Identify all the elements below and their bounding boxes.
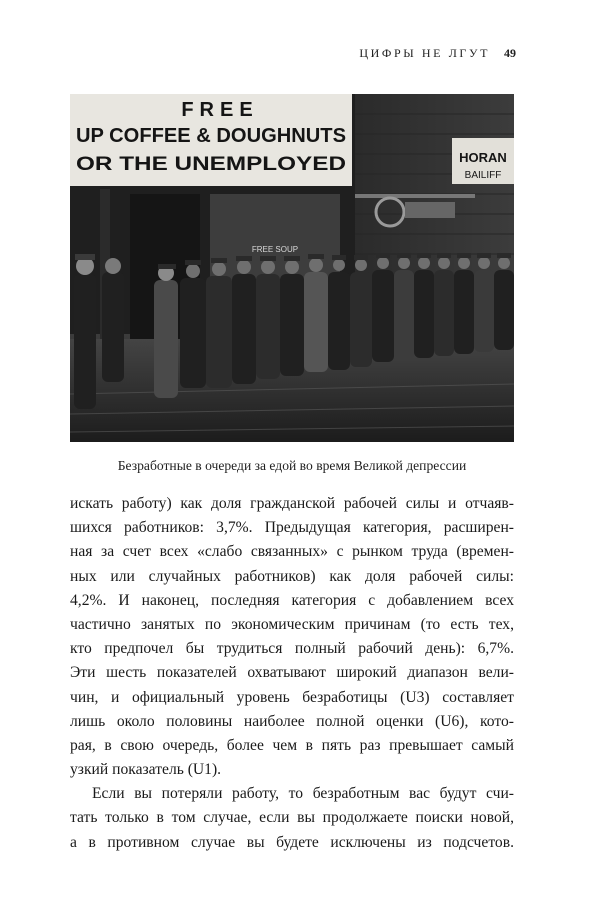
sign-coffee-doughnuts: UP COFFEE & DOUGHNUTS [76, 125, 346, 147]
text-line: чин, и официальный уровень безработицы (U3) составляет [70, 688, 514, 706]
text-line: Если вы потеряли работу, то безработным вас будут счи- [92, 785, 514, 803]
window-free-soup: FREE SOUP [251, 245, 299, 254]
figure-caption: Безработные в очереди за едой во время Великой депрессии [117, 458, 467, 473]
body-text [70, 492, 514, 855]
text-line: ных или случайных работников) как доля рабочей силы: [70, 567, 514, 585]
text-line: искать работу) как доля гражданской рабочей силы и отчаяв- [70, 495, 514, 512]
text-line: а в противном случае вы будете исключены из подсчетов. [70, 833, 514, 851]
text-line: кто предпочел бы трудиться полный рабочий день): 6,7%. [70, 640, 514, 658]
side-sign-horan: HORAN [459, 150, 507, 165]
running-title: ЦИФРЫ НЕ ЛГУТ [359, 46, 490, 60]
text-line: шихся работников: 3,7%. Предыдущая категория, расширен- [70, 519, 514, 537]
side-sign-bailiff: BAILIFF [464, 170, 502, 181]
text-line: ная за счет всех «слабо связанных» с рынком труда (времен- [70, 543, 514, 561]
text-line: 4,2%. И наконец, последняя категория с добавлением всех [70, 591, 514, 609]
text-line: узкий показатель (U1). [70, 761, 222, 779]
running-head [359, 46, 516, 61]
text-line: частично занятых по экономическим причинам (то есть тех, [70, 615, 514, 633]
text-line: тать только в том случае, если вы продолжаете поиски новой, [70, 809, 514, 827]
sign-free: FREE [181, 99, 259, 121]
text-line: рая, в свою очередь, более чем в пять раз превышает самый [70, 736, 514, 754]
text-line: Эти шесть показателей охватывают широкий диапазон вели- [70, 664, 514, 682]
text-line: лишь около половины наиболее полной оценки (U6), кото- [70, 712, 514, 730]
photograph [70, 94, 514, 442]
page-number: 49 [504, 46, 516, 60]
sign-unemployed: OR THE UNEMPLOYED [76, 154, 346, 175]
